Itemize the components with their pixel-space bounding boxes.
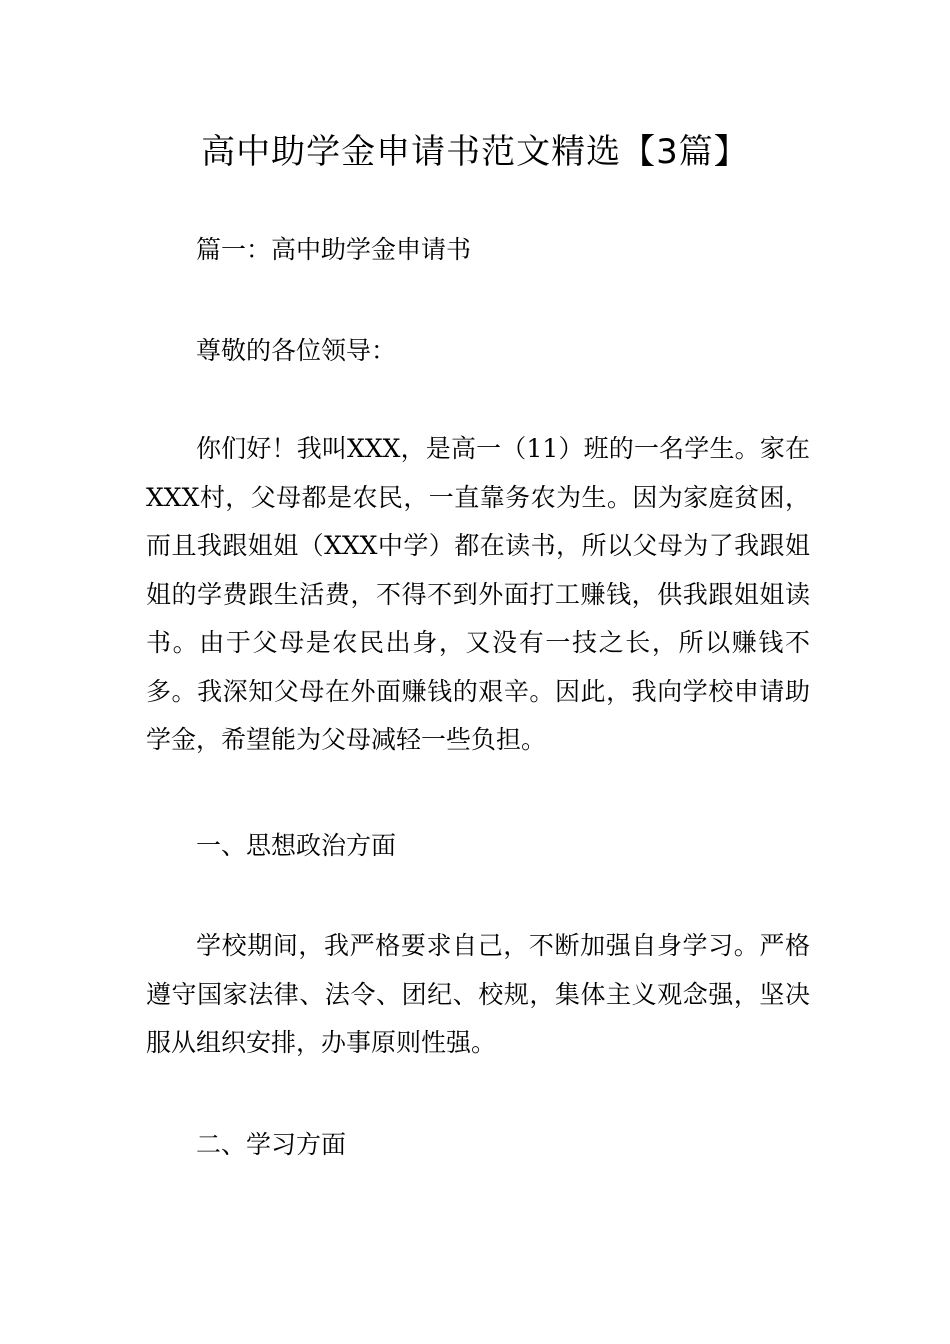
intro-paragraph: 你们好！我叫XXX，是高一（11）班的一名学生。家在XXX村，父母都是农民，一直靠务农为生。因为家庭贫困，而且我跟姐姐（XXX中学）都在读书，所以父母为了我跟姐姐的学费跟生活费，不得不到外面打工赚钱，供我跟姐姐读书。由于父母是农民出身，又没有一技之长，所以赚钱不多。我深知父母在外面赚钱的艰辛。因此，我向学校申请助学金，希望能为父母减轻一些负担。 <box>146 434 810 754</box>
document-title: 高中助学金申请书范文精选【3篇】 <box>201 132 749 172</box>
heading-ideology-politics: 一、思想政治方面 <box>196 831 397 860</box>
salutation: 尊敬的各位领导： <box>196 336 397 365</box>
section-heading: 篇一：高中助学金申请书 <box>196 235 472 264</box>
ideology-politics-paragraph: 学校期间，我严格要求自己，不断加强自身学习。严格遵守国家法律、法令、团纪、校规，集体主义观念强，坚决服从组织安排，办事原则性强。 <box>146 931 810 1057</box>
heading-study: 二、学习方面 <box>196 1130 347 1159</box>
